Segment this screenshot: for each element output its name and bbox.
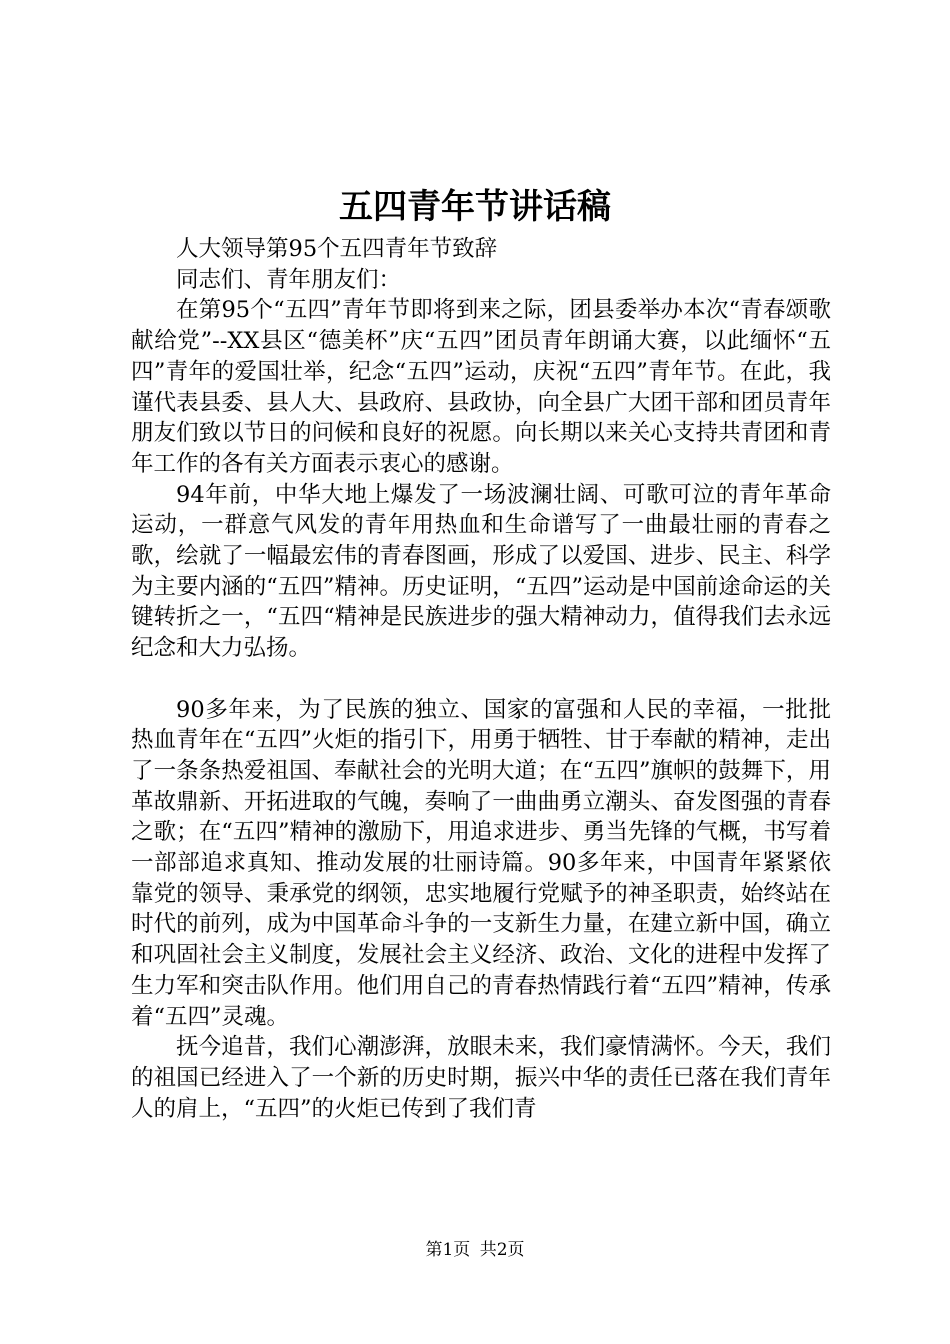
- paragraph-history: 94年前，中华大地上爆发了一场波澜壮阔、可歌可泣的青年革命运动，一群意气风发的青年用热血和生命谱写了一曲最壮丽的青春之歌，绘就了一幅最宏伟的青春图画，形成了以爱国、进步、民主、科学为主要内涵的“五四”精神。历史证明，“五四”运动是中国前途命运的关键转折之一，“五四“精神是民族进步的强大精神动力，值得我们去永远纪念和大力弘扬。: [131, 481, 831, 662]
- paragraph-gap: [131, 664, 831, 695]
- paragraph-opening: 在第95个“五四”青年节即将到来之际，团县委举办本次“青春颂歌献给党”--XX县区“德美杯”庆“五四”团员青年朗诵大赛，以此缅怀“五四”青年的爱国壮举，纪念“五四”运动，庆祝“五四”青年节。在此，我谨代表县委、县人大、县政府、县政协，向全县广大团干部和团员青年朋友们致以节日的问候和良好的祝愿。向长期以来关心支持共青团和青年工作的各有关方面表示衷心的感谢。: [131, 297, 831, 477]
- paragraph-subtitle: 人大领导第95个五四青年节致辞: [176, 236, 498, 262]
- page-footer: [0, 1238, 950, 1262]
- page-total: 共2页: [479, 1240, 525, 1260]
- document-body: [131, 234, 831, 1124]
- paragraph-future: 抚今追昔，我们心潮澎湃，放眼未来，我们豪情满怀。今天，我们的祖国已经进入了一个新的历史时期，振兴中华的责任已落在我们青年人的肩上，“五四”的火炬已传到了我们青: [131, 1034, 831, 1122]
- document-title: 五四青年节讲话稿: [339, 187, 611, 227]
- paragraph-salutation: 同志们、青年朋友们：: [176, 266, 402, 293]
- paragraph-ninety-years: 90多年来，为了民族的独立、国家的富强和人民的幸福，一批批热血青年在“五四”火炬的指引下，用勇于牺牲、甘于奉献的精神，走出了一条条热爱祖国、奉献社会的光明大道；在“五四”旗帜的鼓舞下，用革故鼎新、开拓进取的气魄，奏响了一曲曲勇立潮头、奋发图强的青春之歌；在“五四”精神的激励下，用追求进步、勇当先锋的气概，书写着一部部追求真知、推动发展的壮丽诗篇。90多年来，中国青年紧紧依靠党的领导、秉承党的纲领，忠实地履行党赋予的神圣职责，始终站在时代的前列，成为中国革命斗争的一支新生力量，在建立新中国，确立和巩固社会主义制度，发展社会主义经济、政治、文化的进程中发挥了生力军和突击队作用。他们用自己的青春热情践行着“五四”精神，传承着“五四”灵魂。: [131, 696, 831, 1030]
- page-number: 第1页: [425, 1240, 471, 1260]
